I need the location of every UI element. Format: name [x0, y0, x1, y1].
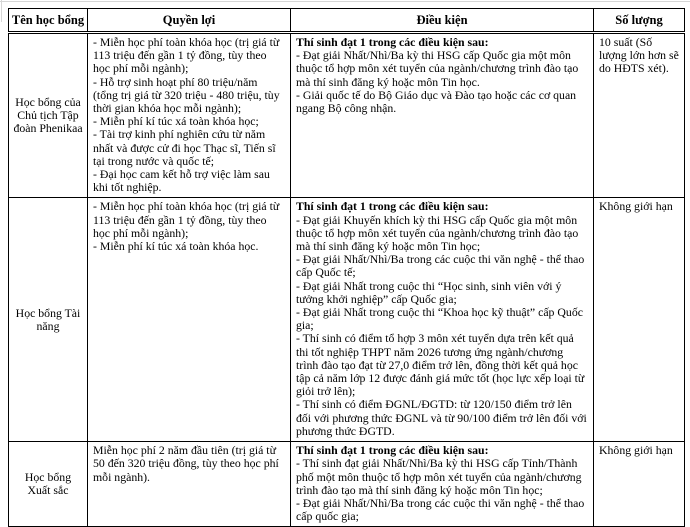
scholarship-table	[8, 8, 685, 527]
list-item-line: - Thí sinh có điểm ĐGNL/ĐGTD: từ 120/150 điểm trở lên đối với phương thức ĐGNL và từ 90/100 điểm trở lên đối với phương thức ĐGTD.	[296, 397, 587, 438]
list-item-line: Miễn học phí 2 năm đầu tiên (trị giá từ 50 đến 320 triệu đồng, tùy theo học phí mỗi ngành).	[93, 443, 279, 484]
conditions-cell	[291, 198, 594, 442]
list-item-line: - Miễn học phí toàn khóa học (trị giá từ 113 triệu đến gần 1 tỷ đồng, tùy theo học phí mỗi ngành);	[93, 199, 280, 240]
list-item-line: - Đại học cam kết hỗ trợ việc làm sau khi tốt nghiệp.	[93, 167, 270, 195]
benefits-cell	[88, 198, 291, 442]
benefits-list	[93, 200, 285, 253]
conditions-cell	[291, 442, 594, 527]
table-row	[9, 442, 685, 527]
benefits-list	[93, 444, 285, 484]
list-item-line: - Đạt giải Nhất/Nhì/Ba trong các cuộc thi văn nghệ - thể thao cấp quốc gia;	[296, 495, 585, 524]
conditions-list	[296, 457, 588, 523]
quantity-cell: 10 suất (Số lượng lớn hơn sẽ do HĐTS xét).	[594, 33, 685, 198]
conditions-list	[296, 49, 588, 115]
benefits-list	[93, 36, 285, 194]
list-item-line: - Giải quốc tế do Bộ Giáo dục và Đào tạo hoặc các cơ quan ngang Bộ công nhận.	[296, 87, 577, 116]
list-item-line: - Thí sinh đạt giải Nhất/Nhì/Ba kỳ thi HSG cấp Tỉnh/Thành phố một môn thuộc tổ hợp môn xét tuyển của ngành/chương trình đào tạo mà thí sinh đăng ký hoặc môn Tin học;	[296, 456, 582, 497]
page-frame-left-edge	[1, 0, 2, 22]
conditions-heading: Thí sinh đạt 1 trong các điều kiện sau:	[296, 199, 489, 214]
conditions-heading: Thí sinh đạt 1 trong các điều kiện sau:	[296, 443, 489, 458]
list-item-line: - Miễn học phí toàn khóa học (trị giá từ 113 triệu đến gần 1 tỷ đồng, tùy theo học phí mỗi ngành);	[93, 35, 280, 76]
list-item-line: - Thí sinh có điểm tổ hợp 3 môn xét tuyển dựa trên kết quả thi tốt nghiệp THPT năm 2026 tương ứng ngành/chương trình đào tạo đạt từ 27,0 điểm trở lên, đồng thời kết quả học tập cả năm lớp 12 được đánh giá mức tốt (học lực xếp loại từ giỏi trở lên);	[296, 331, 585, 399]
list-item-line: - Hỗ trợ sinh hoạt phí 80 triệu/năm (tổng trị giá từ 320 triệu - 480 triệu, tùy thời gian khóa học mỗi ngành);	[93, 74, 280, 116]
list-item-line: - Đạt giải Nhất/Nhì/Ba trong các cuộc thi văn nghệ - thể thao cấp Quốc tế;	[296, 252, 585, 280]
benefits-cell	[88, 442, 291, 527]
list-item-line: - Đạt giải Nhất/Nhì/Ba kỳ thi HSG cấp Quốc gia một môn thuộc tổ hợp môn xét tuyển của ngành/chương trình đào tạo mà thí sinh đăng ký hoặc môn Tin học.	[296, 48, 579, 89]
table-row	[9, 198, 685, 442]
quantity-cell: Không giới hạn	[594, 442, 685, 527]
benefits-cell	[88, 33, 291, 198]
scholarship-name-cell: Học bổng của Chủ tịch Tập đoàn Phenikaa	[9, 33, 88, 198]
conditions-cell	[291, 33, 594, 198]
header-scholarship-name: Tên học bổng	[9, 9, 88, 33]
header-conditions: Điều kiện	[291, 9, 594, 33]
conditions-heading: Thí sinh đạt 1 trong các điều kiện sau:	[296, 35, 489, 49]
list-item-line: - Tài trợ kinh phí nghiên cứu từ năm nhất và được cử đi học Thạc sĩ, Tiến sĩ tại trong nước và quốc tế;	[93, 127, 276, 168]
header-quantity: Số lượng	[594, 9, 685, 33]
table-header-row	[9, 9, 685, 33]
table-row	[9, 33, 685, 198]
conditions-list	[296, 214, 588, 438]
header-benefits: Quyền lợi	[88, 9, 291, 33]
scholarship-name-cell: Học bổng Tài năng	[9, 198, 88, 442]
list-item-line: - Miễn phí kí túc xá toàn khóa học;	[93, 114, 259, 129]
list-item-line: - Đạt giải Khuyến khích kỳ thi HSG cấp Quốc gia một môn thuộc tổ hợp môn xét tuyển của ngành/chương trình đào tạo mà thí sinh đăng ký hoặc môn Tin học;	[296, 212, 579, 254]
list-item-line: - Đạt giải Nhất trong cuộc thi “Học sinh, sinh viên với ý tưởng khởi nghiệp” cấp Quốc gia;	[296, 278, 562, 306]
page-frame-top-edge	[0, 1, 690, 2]
list-item-line: - Miễn phí kí túc xá toàn khóa học.	[93, 239, 259, 254]
scholarship-name-cell: Học bổng Xuất sắc	[9, 442, 88, 527]
quantity-cell: Không giới hạn	[594, 198, 685, 442]
list-item-line: - Đạt giải Nhất trong cuộc thi “Khoa học kỹ thuật” cấp Quốc gia;	[296, 305, 583, 333]
